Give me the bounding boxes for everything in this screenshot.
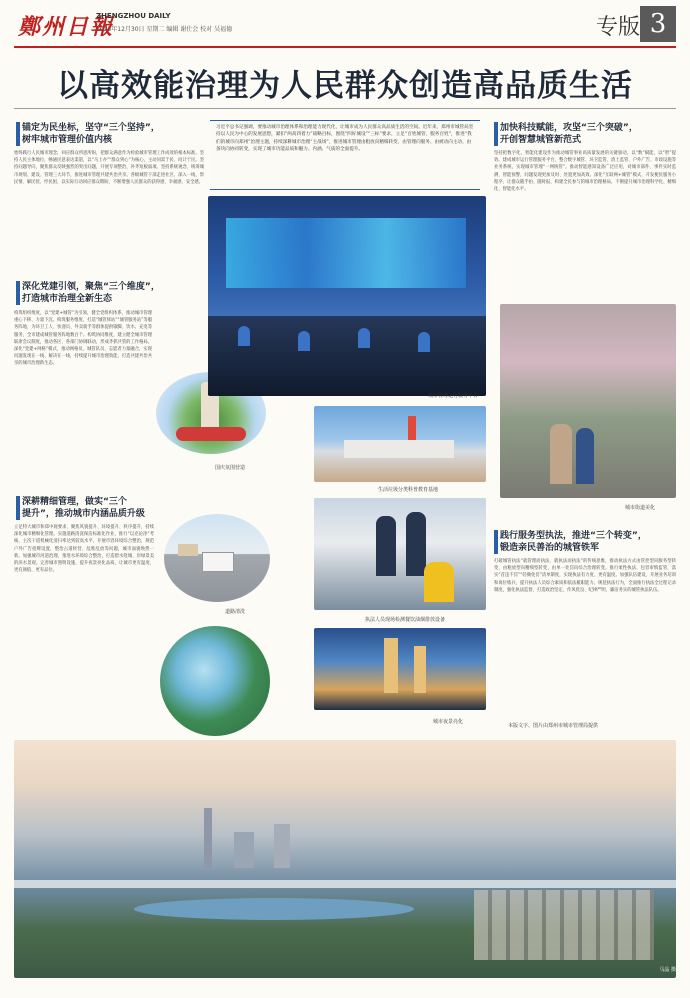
byline: 本版文字、图片由郑州市城市管理局提供 [508, 723, 599, 729]
section3-title-line2: 提升”，推动城市内涵品质升级 [22, 509, 145, 519]
section-bar [16, 496, 20, 520]
street-caption: 城市街道美化 [624, 505, 655, 511]
section1-title-line2: 树牢城市管理价值内核 [22, 135, 113, 145]
section5-title [500, 530, 680, 554]
section2-title [22, 281, 202, 305]
newspaper-logo: 鄭州日報 [18, 14, 115, 40]
section5-body: 打破城管执法“就管理而执法、就执法而执法”的传统思维，推动执法方式由管控型向服务型转变、由粗放型向精细型转变、由单一处罚向综合治理转变。推行柔性执法、包容审慎监管，落实“首违不罚”“轻微免罚”清单制度，实现执法有力度、更有温度。加强队伍建设，开展业务培训和岗位练兵，提升执法人员综合素质和依法履职能力。规范执法行为，全面推行执法全过程记录制度，强化执法监督，打造政治坚定、作风优良、纪律严明、廉洁务实的城管执法队伍。 [494, 559, 676, 593]
section5-title-line1: 践行服务型执法，推进“三个转变”， [500, 531, 647, 541]
page-number: 3 [640, 6, 676, 42]
section4-body: 坚持把数字化、智能化建设作为推动城管事业高质量发展的关键驱动，以“数”赋能、以“智”提效。建成城市运行管理服务平台，整合数字城管、环卫监管、渣土监管、户外广告、市政设施等业务系统，实现城市管理“一网统管”。推动智能感知设备广泛应用，对城市部件、事件实时监测、智能预警，问题发现更加及时、处置更加高效。深化“互联网+城管”模式，开发便民服务小程序，让群众随手拍、随时报，构建全民参与的城市治理格局，不断提升城市治理科学化、精细化、智能化水平。 [494, 151, 676, 193]
section2-body: 构筑组织维度，以“党建+城管”为引领，健全党组织体系，推动城市管理重心下移、力量下沉。构筑服务维度，打造“城管驿站”“城管服务站”等服务阵地，为环卫工人、快递员、外卖骑手等群体提供歇脚、饮水、充电等服务，全市建成城管服务阵地数百个。构筑协同维度，建立健全城市管理联席会议制度，推动各区、各部门协调联动，形成齐抓共管的工作格局。深化“党建+网格”模式，推动网格员、城管队员、志愿者力量融合，实现问题发现在一线、解决在一线，持续提升城市治理效能，打造共建共治共享的城市治理新生态。 [14, 311, 152, 367]
road-cleaning-photo [164, 514, 270, 602]
skyline-photo-credit: 马晶 摄 [659, 967, 676, 973]
section5-title-line2: 锻造亲民善治的城管铁军 [500, 543, 600, 553]
section1-title-line1: 锚定为民坐标，坚守“三个坚持”， [22, 123, 160, 133]
section-bar [16, 122, 20, 146]
enforcement-photo [314, 498, 486, 610]
section4-title-line1: 加快科技赋能，攻坚“三个突破”， [500, 123, 638, 133]
masthead-rule [14, 46, 676, 48]
control-center-photo [208, 196, 486, 396]
city-skyline-photo [14, 740, 676, 978]
section4-title-line2: 开创智慧城管新范式 [500, 135, 582, 145]
flower-caption: 国庆氛围营造 [214, 465, 245, 471]
section1-body: 始终践行人民城市理念，回应群众所思所盼，把群众满意作为检验城市管理工作成效的根本标准。坚持人民主体地位，畅通民意表达渠道，以“马上办”“群众到心”为核心，主动问需于民、问计于民。坚持问题导向，聚焦群众反映强烈的突出问题，开展专项整治，补齐短板弱项。坚持系统观念，统筹城市规划、建设、管理三大环节，推进城市管理共建共治共享。各级城管干部走进社区、深入一线，察民情、解民忧、纾民困，以实际行动回应群众期盼，不断增强人民群众的获得感、幸福感、安全感。 [14, 151, 204, 185]
section-bar [16, 281, 20, 305]
platform-caption: 城市管理运行服务平台 [427, 393, 478, 399]
waste-education-photo [314, 406, 486, 482]
cleaning-caption: 道路清洗 [224, 609, 245, 615]
paper-english-name: ZHENGZHOU DAILY [96, 12, 171, 20]
section3-title-line1: 深耕精细管理，做实“三个 [22, 497, 127, 507]
river-photo [160, 626, 270, 736]
issue-meta: 2025年12月30日 星期二 编辑 谢仕会 校对 吴福德 [96, 26, 233, 33]
section2-title-line2: 打造城市治理全新生态 [22, 294, 113, 304]
page-headline: 以高效能治理为人民群众创造高品质生活 [57, 68, 633, 104]
night-view-photo [314, 628, 486, 710]
section2-title-line1: 深化党建引领，聚焦“三个维度”， [22, 282, 160, 292]
section3-body: 立足特大城市和郑中观要求，聚焦风貌提升、环境提升、秩序提升，持续深化城市精细化管理。实施道路清洗保洁标准化作业，推行“以克论净”考核，主次干道机械化清扫率达到较高水平。开展市容环境综合整治，规范户外广告招牌设置，整治占道经营、乱堆乱放等问题，城市面貌焕然一新。加强城市河道治理，推进水环境综合整治，打造碧水绕城、岸绿景美的滨水景观。完善城市照明设施，提升夜景亮化品质，让城市更有温度、更有颜值、更有品位。 [14, 525, 154, 574]
section1-title [22, 122, 202, 146]
enforcement-caption: 执法人员现场检测餐饮油烟排放设备 [364, 617, 445, 623]
street-landscape-photo [500, 304, 676, 498]
night-caption: 城市夜景亮化 [432, 719, 463, 725]
section-label: 专版 [596, 15, 641, 40]
section-bar [494, 530, 498, 554]
section4-title [500, 122, 680, 146]
waste-caption: 生活垃圾分类科普教育基地 [377, 487, 438, 493]
lead-paragraph: 习近平总书记强调，要推动城市治理体系和治理能力现代化，让城市成为人民群众高品质生活的空间。近年来，郑州市城管局坚持以人民为中心的发展思想，紧扣“两高四着力”战略目标，围绕“四好城设”“三标”要求，立足“百姓城管，服务百姓”，推进“我们的城市向郑州”治理主题，持续深耕城市治理“主战场”，推进城市管理由粗放向精细转变、由管理向服务、由被动向主动、由条块向协同转变，实现了城市功能品质和魅力、内涵、气质的全面提升。 [210, 120, 480, 190]
headline-rule [14, 108, 676, 109]
section3-title [22, 496, 202, 520]
section-bar [494, 122, 498, 146]
